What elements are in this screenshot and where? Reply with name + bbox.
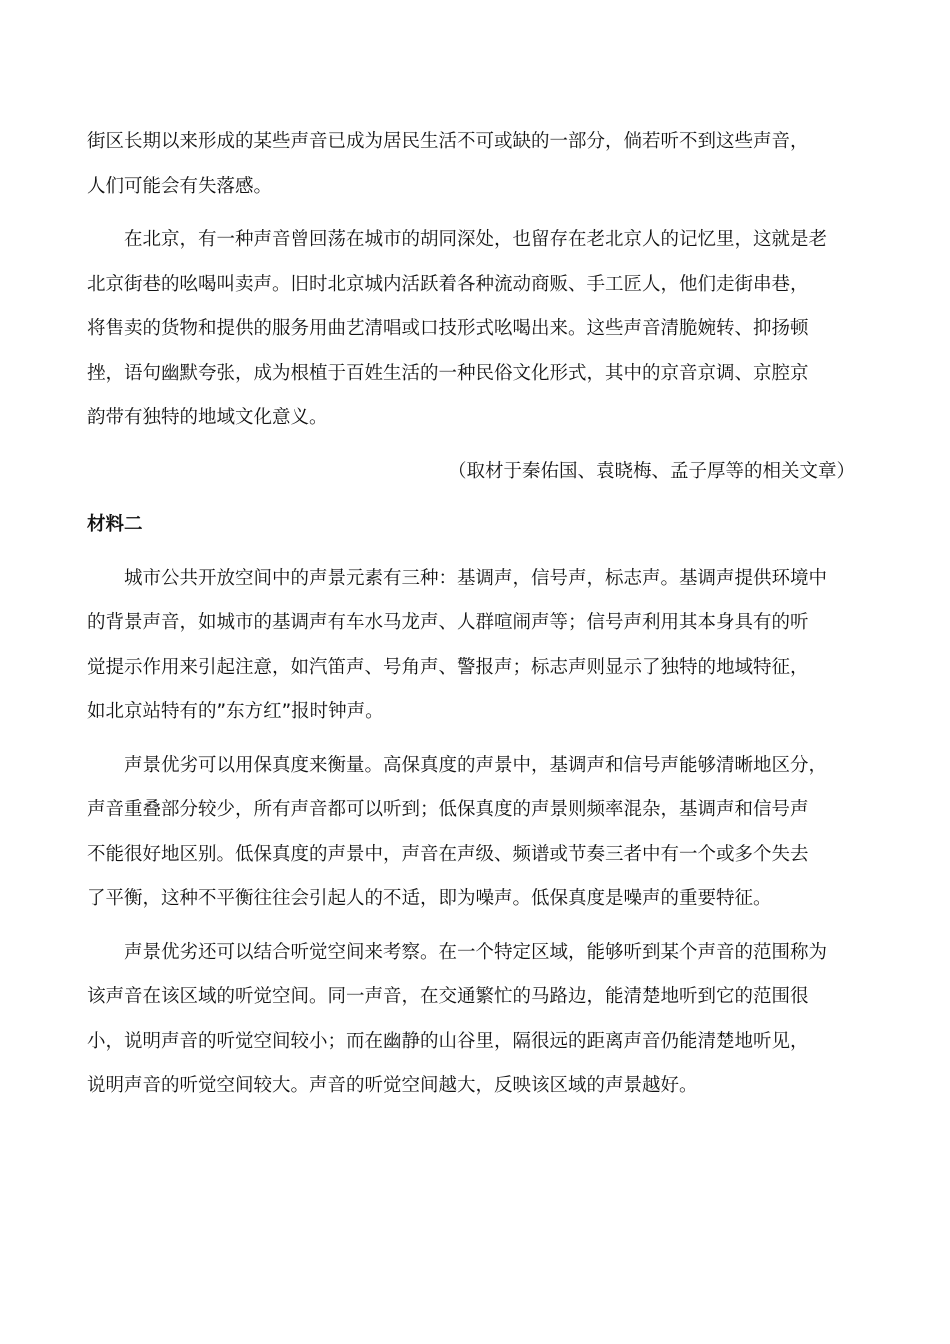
paragraph-beijing-calls	[87, 218, 863, 441]
text-line: 不能很好地区别。低保真度的声景中，声音在声级、频谱或节奏三者中有一个或多个失去	[87, 843, 809, 865]
paragraph-continuation	[87, 120, 863, 209]
text-line: 挫，语句幽默夸张，成为根植于百姓生活的一种民俗文化形式，其中的京音京调、京腔京	[87, 362, 809, 384]
text-line: 声景优劣可以用保真度来衡量。高保真度的声景中，基调声和信号声能够清晰地区分，	[87, 754, 828, 776]
text-line: 街区长期以来形成的某些声音已成为居民生活不可或缺的一部分，倘若听不到这些声音，	[87, 131, 809, 152]
paragraph-auditory-space	[87, 931, 863, 1109]
text-line: 城市公共开放空间中的声景元素有三种：基调声，信号声，标志声。基调声提供环境中	[87, 567, 828, 589]
text-line: 北京街巷的吆喝叫卖声。旧时北京城内活跃着各种流动商贩、手工匠人，他们走街串巷，	[87, 273, 809, 295]
text-line: 该声音在该区域的听觉空间。同一声音，在交通繁忙的马路边，能清楚地听到它的范围很	[87, 986, 809, 1007]
text-line: 的背景声音，如城市的基调声有车水马龙声、人群喧闹声等；信号声利用其本身具有的听	[87, 612, 809, 633]
document-page	[87, 120, 863, 1109]
text-line: 说明声音的听觉空间较大。声音的听觉空间越大，反映该区域的声景越好。	[87, 1075, 698, 1096]
text-line: 声音重叠部分较少，所有声音都可以听到；低保真度的声景则频率混杂，基调声和信号声	[87, 799, 809, 820]
text-line: 在北京，有一种声音曾回荡在城市的胡同深处，也留存在老北京人的记忆里，这就是老	[87, 229, 828, 250]
text-line: 了平衡，这种不平衡往往会引起人的不适，即为噪声。低保真度是噪声的重要特征。	[87, 888, 772, 909]
text-line: 韵带有独特的地域文化意义。	[87, 407, 328, 428]
source-citation: （取材于秦佑国、袁晓梅、孟子厚等的相关文章）	[447, 460, 855, 482]
text-line: 如北京站特有的”东方红”报时钟声。	[87, 701, 384, 722]
text-line: 觉提示作用来引起注意，如汽笛声、号角声、警报声；标志声则显示了独特的地域特征，	[87, 656, 809, 678]
text-line: 人们可能会有失落感。	[87, 175, 273, 197]
paragraph-soundscape-elements	[87, 557, 863, 735]
text-line: 将售卖的货物和提供的服务用曲艺清唱或口技形式吆喝出来。这些声音清脆婉转、抑扬顿	[87, 318, 809, 339]
text-line: 声景优劣还可以结合听觉空间来考察。在一个特定区域，能够听到某个声音的范围称为	[87, 941, 828, 963]
text-line: 小，说明声音的听觉空间较小；而在幽静的山谷里，隔很远的距离声音仍能清楚地听见，	[87, 1030, 809, 1052]
paragraph-fidelity	[87, 744, 863, 922]
section-heading: 材料二	[87, 514, 143, 535]
